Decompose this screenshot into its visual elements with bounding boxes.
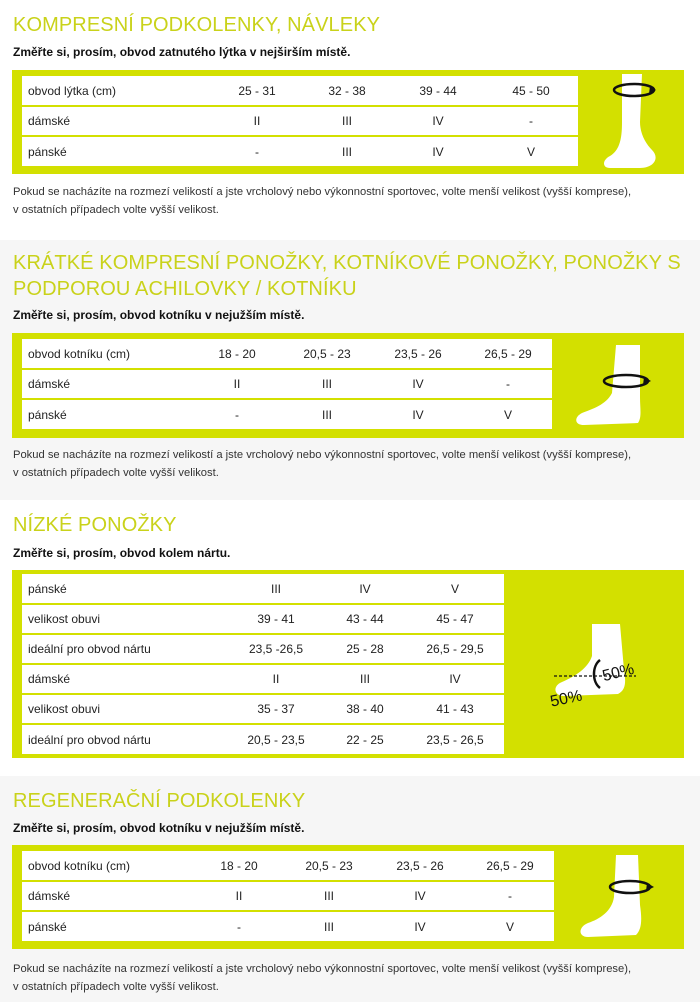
knee-sock-calf-icon bbox=[596, 70, 676, 174]
table-cell: 26,5 - 29 bbox=[464, 339, 552, 369]
table-cell: 25 - 31 bbox=[212, 76, 302, 106]
table-cell: IV bbox=[324, 574, 406, 604]
table-row bbox=[22, 76, 578, 106]
table-cell: 18 - 20 bbox=[194, 851, 284, 881]
ankle-sock-icon bbox=[570, 337, 670, 433]
table-row bbox=[22, 694, 504, 724]
table-cell: III bbox=[324, 664, 406, 694]
section-title: REGENERAČNÍ PODKOLENKY bbox=[13, 790, 306, 812]
table-cell: ideální pro obvod nártu bbox=[28, 732, 151, 747]
table-cell: IV bbox=[372, 369, 464, 399]
title-line: PODPOROU ACHILOVKY / KOTNÍKU bbox=[13, 278, 357, 300]
table-cell: 20,5 - 23 bbox=[282, 339, 372, 369]
table-cell: pánské bbox=[28, 407, 67, 422]
table-cell: 20,5 - 23,5 bbox=[247, 732, 305, 747]
table-cell: - bbox=[235, 407, 239, 422]
note-line: Pokud se nacházíte na rozmezí velikostí a jste vrcholový nebo výkonnostní sportovec, volte menší velikost (vyšší komprese), bbox=[13, 963, 632, 975]
low-sock-instep-icon bbox=[540, 620, 650, 720]
size-table bbox=[22, 851, 554, 941]
table-cell: III bbox=[323, 919, 334, 934]
size-table bbox=[22, 574, 504, 754]
table-cell: 23,5 - 26 bbox=[372, 339, 464, 369]
table-cell: IV bbox=[374, 881, 466, 911]
table-cell: 18 - 20 bbox=[192, 339, 282, 369]
title-line: KRÁTKÉ KOMPRESNÍ PONOŽKY, KOTNÍKOVÉ PONOŽKY, PONOŽKY S bbox=[13, 252, 681, 274]
table-cell: V bbox=[526, 144, 535, 159]
table-row bbox=[22, 136, 578, 166]
table-cell: V bbox=[503, 407, 512, 422]
table-row bbox=[22, 604, 504, 634]
table-cell: - bbox=[255, 144, 259, 159]
section-subtitle: Změřte si, prosím, obvod zatnutého lýtka v nejširším místě. bbox=[13, 45, 351, 59]
table-cell: 43 - 44 bbox=[324, 604, 406, 634]
table-cell: 20,5 - 23 bbox=[284, 851, 374, 881]
size-table bbox=[22, 339, 552, 429]
table-cell: II bbox=[212, 106, 302, 136]
section-note bbox=[13, 446, 693, 482]
table-cell: 25 - 28 bbox=[324, 634, 406, 664]
table-cell: dámské bbox=[22, 881, 194, 911]
section-note bbox=[13, 183, 693, 219]
table-cell: velikost obuvi bbox=[22, 694, 228, 724]
note-line: Pokud se nacházíte na rozmezí velikostí a jste vrcholový nebo výkonnostní sportovec, volte menší velikost (vyšší komprese), bbox=[13, 186, 632, 198]
table-cell: II bbox=[192, 369, 282, 399]
table-cell: velikost obuvi bbox=[22, 604, 228, 634]
table-row bbox=[22, 881, 554, 911]
table-cell: III bbox=[302, 106, 392, 136]
note-line: v ostatních případech volte vyšší velikost. bbox=[13, 981, 219, 993]
table-cell: 26,5 - 29,5 bbox=[406, 634, 504, 664]
table-cell: IV bbox=[412, 407, 424, 422]
table-row bbox=[22, 369, 552, 399]
table-cell: III bbox=[282, 369, 372, 399]
table-cell: 38 - 40 bbox=[324, 694, 406, 724]
percent-label-left: 50% bbox=[548, 687, 584, 711]
table-row bbox=[22, 634, 504, 664]
table-row bbox=[22, 574, 504, 604]
table-cell: dámské bbox=[22, 369, 192, 399]
table-cell: 32 - 38 bbox=[302, 76, 392, 106]
table-cell: 39 - 44 bbox=[392, 76, 484, 106]
table-cell: pánské bbox=[22, 574, 228, 604]
table-cell: IV bbox=[414, 919, 426, 934]
recovery-sock-icon bbox=[576, 849, 672, 945]
table-row bbox=[22, 724, 504, 754]
table-cell: - bbox=[466, 881, 554, 911]
table-row bbox=[22, 106, 578, 136]
table-cell: - bbox=[237, 919, 241, 934]
table-cell: pánské bbox=[28, 919, 67, 934]
table-cell: 23,5 - 26 bbox=[374, 851, 466, 881]
section-subtitle: Změřte si, prosím, obvod kolem nártu. bbox=[13, 546, 231, 560]
table-cell: dámské bbox=[22, 664, 228, 694]
table-cell: IV bbox=[432, 144, 444, 159]
percent-label-right: 50% bbox=[600, 660, 636, 686]
table-cell: V bbox=[406, 574, 504, 604]
table-cell: 45 - 50 bbox=[484, 76, 578, 106]
note-line: Pokud se nacházíte na rozmezí velikostí a jste vrcholový nebo výkonnostní sportovec, volte menší velikost (vyšší komprese), bbox=[13, 449, 632, 461]
table-cell: pánské bbox=[28, 144, 67, 159]
table-cell: dámské bbox=[22, 106, 212, 136]
note-line: v ostatních případech volte vyšší velikost. bbox=[13, 467, 219, 479]
section-note bbox=[13, 960, 693, 996]
section-subtitle: Změřte si, prosím, obvod kotníku v nejužším místě. bbox=[13, 308, 305, 322]
table-row bbox=[22, 399, 552, 429]
table-cell: 22 - 25 bbox=[346, 732, 384, 747]
table-cell: II bbox=[228, 664, 324, 694]
table-cell: V bbox=[505, 919, 514, 934]
table-cell: 23,5 - 26,5 bbox=[426, 732, 484, 747]
table-cell: III bbox=[284, 881, 374, 911]
size-table bbox=[22, 76, 578, 166]
table-cell: 39 - 41 bbox=[228, 604, 324, 634]
table-row bbox=[22, 851, 554, 881]
table-cell: 23,5 -26,5 bbox=[228, 634, 324, 664]
table-row bbox=[22, 664, 504, 694]
section-title: NÍZKÉ PONOŽKY bbox=[13, 514, 177, 536]
section-subtitle: Změřte si, prosím, obvod kotníku v nejužším místě. bbox=[13, 821, 305, 835]
section-title: KOMPRESNÍ PODKOLENKY, NÁVLEKY bbox=[13, 14, 381, 36]
table-cell: II bbox=[194, 881, 284, 911]
table-row bbox=[22, 339, 552, 369]
table-cell: obvod kotníku (cm) bbox=[22, 339, 192, 369]
table-cell: - bbox=[484, 106, 578, 136]
table-cell: III bbox=[228, 574, 324, 604]
table-cell: ideální pro obvod nártu bbox=[22, 634, 228, 664]
table-cell: III bbox=[321, 407, 332, 422]
table-cell: - bbox=[464, 369, 552, 399]
table-cell: 26,5 - 29 bbox=[466, 851, 554, 881]
table-cell: obvod kotníku (cm) bbox=[22, 851, 194, 881]
table-cell: obvod lýtka (cm) bbox=[22, 76, 212, 106]
table-cell: IV bbox=[406, 664, 504, 694]
table-row bbox=[22, 911, 554, 941]
table-cell: IV bbox=[392, 106, 484, 136]
table-cell: III bbox=[341, 144, 352, 159]
note-line: v ostatních případech volte vyšší velikost. bbox=[13, 204, 219, 216]
table-cell: 41 - 43 bbox=[406, 694, 504, 724]
table-cell: 35 - 37 bbox=[228, 694, 324, 724]
section-title bbox=[13, 250, 681, 302]
table-cell: 45 - 47 bbox=[406, 604, 504, 634]
